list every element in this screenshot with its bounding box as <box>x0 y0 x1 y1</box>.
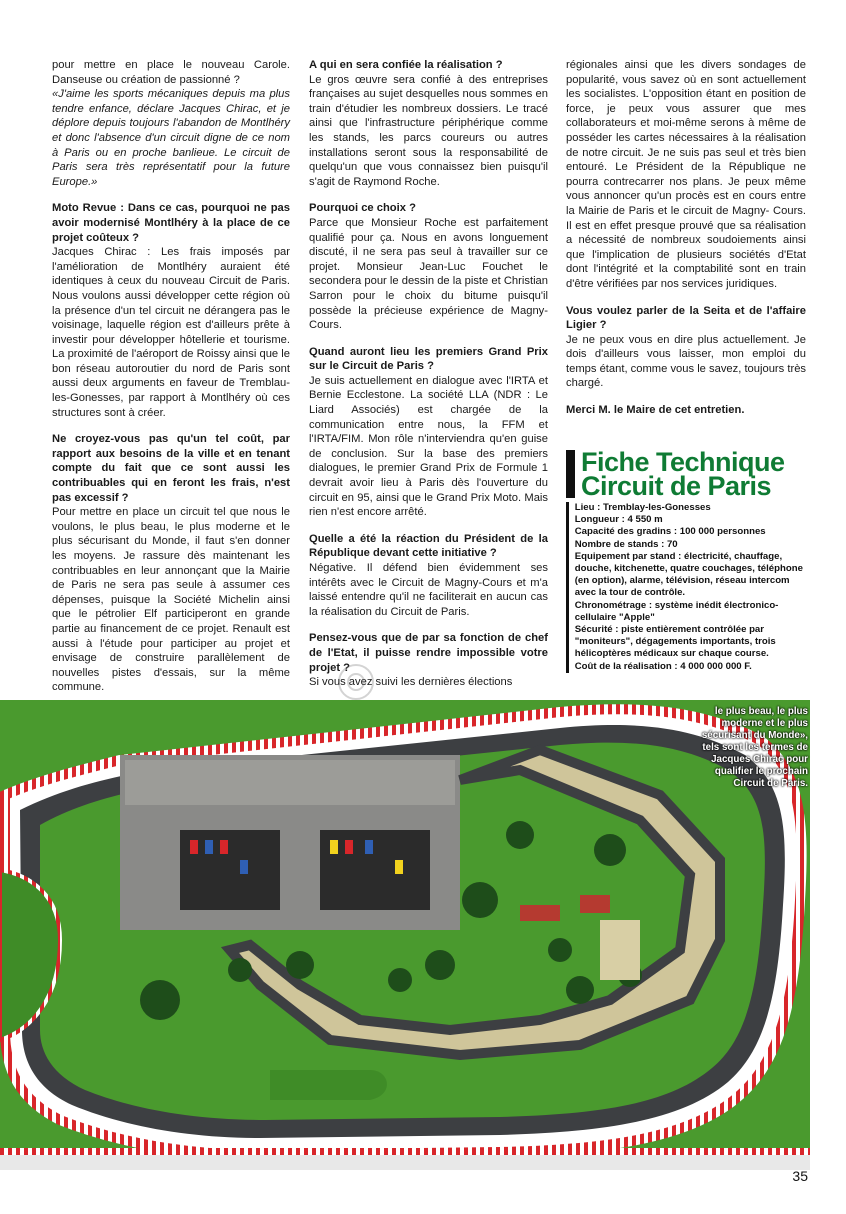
article-paragraph: «J'aime les sports mécaniques depuis ma plus tendre enfance, déclare Jacques Chirac, et je déplore depuis toujours l'abandon de Montlhéry et donc l'absence d'un circuit digne de ce nom à Paris ou en proche banlieue. Le circuit de Paris sera très représentatif pour la future Europe.» <box>52 88 290 188</box>
interview-question: Pourquoi ce choix ? <box>309 202 416 215</box>
article-paragraph: Je suis actuellement en dialogue avec l'IRTA et Bernie Ecclestone. La société LLA (NDR : Le Liard Associés) est chargée de la communication entre nous, la FFM et l'IRTA/FIM. Mon rôle n'interviendra qu'en guise de conclusion. Sur la base des premiers dialogues, le premier Grand Prix de Formule 1 devrait avoir lieu à Paris dès l'ouverture du circuit en 95, ainsi que le Grand Prix Moto. Mais rien n'est encore arrêté. <box>309 374 548 519</box>
interview-question: Merci M. le Maire de cet entretien. <box>566 404 745 417</box>
fiche-item: Coût de la réalisation : 4 000 000 000 F. <box>574 660 752 672</box>
paragraph-gap <box>309 189 548 201</box>
paragraph-gap <box>309 619 548 631</box>
paragraph-gap <box>566 391 806 403</box>
interview-question: Ne croyez-vous pas qu'un tel coût, par rapport aux besoins de la ville et en tenant compte du fait que ce sont aussi les contribuables qui en feront les frais, n'est pas excessif ? <box>52 433 290 504</box>
interview-question: Moto Revue : Dans ce cas, pourquoi ne pas avoir modernisé Montlhéry à la place de ce projet coûteux ? <box>52 202 290 244</box>
article-column-2 <box>309 58 548 690</box>
fiche-list <box>575 502 808 673</box>
interview-question: Vous voulez parler de la Seita et de l'affaire Ligier ? <box>566 304 806 332</box>
fiche-title-line-1: Fiche Technique <box>581 447 785 477</box>
interview-question: A qui en sera confiée la réalisation ? <box>309 59 503 71</box>
paragraph-gap <box>566 292 806 304</box>
article-paragraph: pour mettre en place le nouveau Carole. Danseuse ou création de passionné ? <box>52 59 290 86</box>
article-paragraph: Jacques Chirac : Les frais imposés par l'amélioration de Montlhéry auraient été identiques à ceux du nouveau Circuit de Paris. Nous voulons aussi développer cette région où la présence d'un tel circuit ne dérangera pas le voisinage, laquelle région est d'ailleurs prête à investir pour développer hôtellerie et tourisme. La proximité de l'aéroport de Roissy ainsi que le bon réseau autoroutier du nord de Paris sont aussi deux arguments en faveur de Tremblau-les-Gonesses, par rapport à Montlhéry où ces structures sont à créer. <box>52 246 290 419</box>
image-caption: le plus beau, le plus moderne et le plus sécurisant du Monde», tels sont les termes de Jacques Chirac pour qualifier le prochain Circuit de Paris. <box>701 706 808 789</box>
paragraph-gap <box>309 520 548 532</box>
paragraph-gap <box>309 333 548 345</box>
article-paragraph: Pour mettre en place un circuit tel que nous le voulons, le plus beau, le plus moderne et le plus sécurisant du Monde, il faut s'en donner les moyens. Je rassure dès maintenant les contribuables en leur annonçant que la Mairie de Paris ne sera pas seule à assumer ces dépenses, puisque la Société Michelin ainsi que le pétrolier Elf participeront en grande partie au financement de ce projet. Renault est aussi à l'étude pour participer au projet et envisage de construire parallèlement de nouvelles pistes d'essais, sur la même commune. <box>52 506 290 694</box>
article-column-1 <box>52 58 290 695</box>
fiche-technique-box <box>566 447 808 673</box>
fiche-item: Chronométrage : système inédit électronico-cellulaire "Apple" <box>574 599 779 623</box>
article-paragraph: Parce que Monsieur Roche est parfaitement qualifié pour ça. Nous en avons longuement discuté, il ne sera pas seul à travailler sur ce projet. Monsieur Jean-Luc Fouchet le secondera pour le dessin de la piste et Christian Sarron pour le choix du bitume puisqu'il possède la précieuse expérience de Magny-Cours. <box>309 216 548 332</box>
fiche-item: Equipement par stand : électricité, chauffage, douche, kitchenette, quatre couchages, téléphone (en option), alarme, télévision, réseau intercom avec la tour de contrôle. <box>574 550 803 599</box>
article-paragraph: Négative. Il défend bien évidemment ses intérêts avec le Circuit de Magny-Cours et m'a laissé entendre qu'il ne faciliterait en aucun cas la réalisation du Circuit de Paris. <box>309 562 548 618</box>
interview-question: Pensez-vous que de par sa fonction de chef de l'Etat, il puisse rendre impossible votre projet ? <box>309 632 548 674</box>
paragraph-gap <box>52 420 290 432</box>
fiche-item: Lieu : Tremblay-les-Gonesses <box>574 502 711 513</box>
fiche-item: Capacité des gradins : 100 000 personnes <box>574 526 766 538</box>
article-column-3 <box>566 58 806 418</box>
paragraph-gap <box>52 189 290 201</box>
fiche-item: Sécurité : piste entièrement contrôlée par "moniteurs", dégagements importants, trois hélicoptères médicaux sur chaque course. <box>574 624 776 660</box>
fiche-bar-body <box>566 502 569 673</box>
article-paragraph: Le gros œuvre sera confié à des entreprises françaises au sujet desquelles nous sommes en train d'étudier les nombreux dossiers. Le tracé ainsi que l'infrastructure périphérique comme les stands, les parcs coureurs ou autres installations seront sous la responsabilité de quelqu'un que vous connaissez bien puisqu'il s'agit de Raymond Roche. <box>309 73 548 188</box>
watermark-logo <box>336 662 376 702</box>
article-paragraph: Je ne peux vous en dire plus actuellement. Je dois d'ailleurs vous laisser, mon emploi du temps étant, comme vous le savez, toujours très chargé. <box>566 333 807 390</box>
page-number: 35 <box>792 1168 808 1184</box>
interview-question: Quelle a été la réaction du Président de la République devant cette initiative ? <box>309 532 548 560</box>
interview-question: Quand auront lieu les premiers Grand Prix sur le Circuit de Paris ? <box>309 345 548 373</box>
fiche-title <box>581 447 785 501</box>
fiche-item: Longueur : 4 550 m <box>574 514 663 526</box>
article-paragraph: régionales ainsi que les divers sondages de popularité, vous savez où en sont actuellement les socialistes. L'opposition étant en position de force, je peux vous assurer que mes collaborateurs et moi-même serons à même de posséder les cartes nécessaires à la réalisation de notre circuit. Je ne suis pas seul et très bien entouré. Le Président de la République ne pourra contrecarrer nos plans. Je peux même vous annoncer qu'un procès est en cours entre la Mairie de Paris et le circuit de Magny- Cours. Il est en effet presque prouvé que sa réalisation a nécessité de nombreux soudoiements ainsi que l'implication de plusieurs sociétés d'Etat dont l'intégrité et la comptabilité sont en train d'être vérifiées par nos services juridiques. <box>566 59 806 290</box>
fiche-title-line-2: Circuit de Paris <box>581 471 772 501</box>
article-paragraph: Si vous avez suivi les dernières élections <box>309 676 513 689</box>
fiche-item: Nombre de stands : 70 <box>574 538 678 550</box>
fiche-bar <box>566 450 575 498</box>
